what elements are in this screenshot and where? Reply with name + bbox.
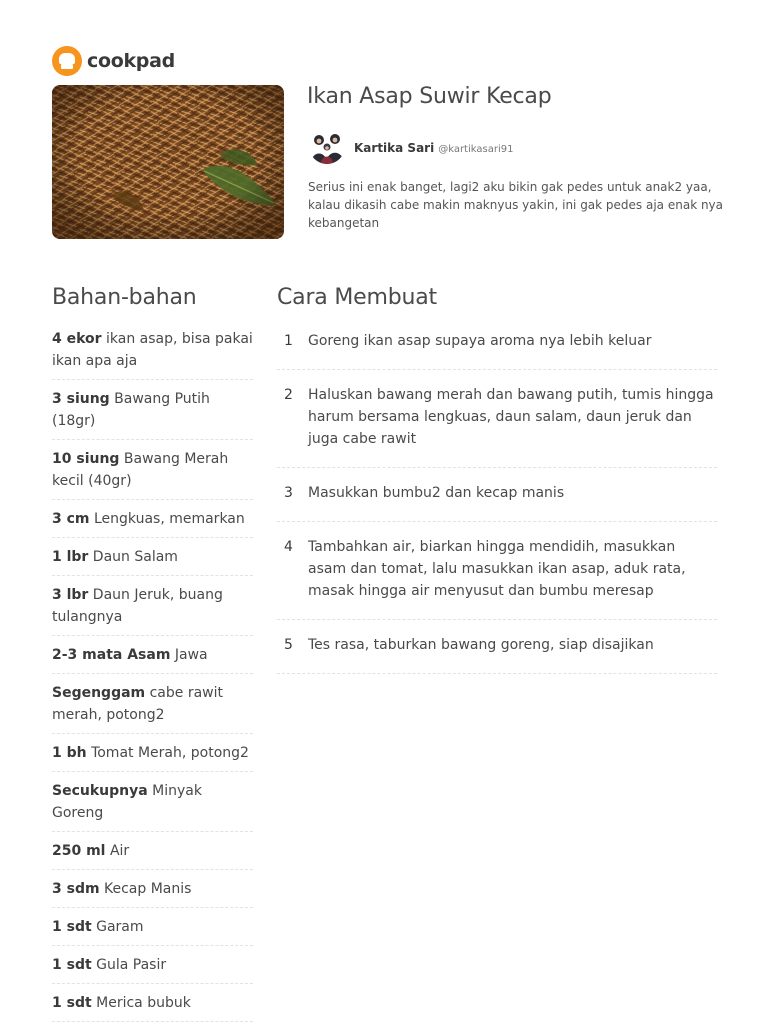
ingredient-text: Gula Pasir (96, 957, 167, 973)
step-item (277, 536, 717, 620)
ingredient-text: Tomat Merah, potong2 (91, 745, 249, 761)
ingredient-quantity: 1 sdt (52, 919, 92, 935)
author-avatar[interactable] (309, 128, 345, 164)
ingredient-quantity: 250 ml (52, 843, 106, 859)
step-text: Haluskan bawang merah dan bawang putih, tumis hingga harum bersama lengkuas, daun salam, daun jeruk dan juga cabe rawit (308, 387, 714, 447)
step-item (277, 330, 717, 370)
ingredient-item (52, 916, 253, 946)
step-number: 4 (284, 539, 293, 555)
ingredient-text: Garam (96, 919, 144, 935)
author-name[interactable]: Kartika Sari (354, 140, 435, 155)
ingredient-quantity: 3 lbr (52, 587, 89, 603)
step-number: 3 (284, 485, 293, 501)
ingredient-item (52, 878, 253, 908)
step-text: Tambahkan air, biarkan hingga mendidih, masukkan asam dan tomat, lalu masukkan ikan asap, aduk rata, masak hingga air menyusut dan bumbu meresap (308, 539, 686, 599)
ingredient-item (52, 328, 253, 380)
ingredient-item (52, 546, 253, 576)
step-number: 2 (284, 387, 293, 403)
step-number: 1 (284, 333, 293, 349)
ingredient-text: Bawang Merah kecil (40gr) (52, 451, 229, 489)
ingredient-quantity: 3 cm (52, 511, 90, 527)
ingredient-text: Jawa (174, 647, 208, 663)
recipe-title: Ikan Asap Suwir Kecap (307, 84, 552, 109)
recipe-photo (52, 85, 284, 239)
ingredient-text: Lengkuas, memarkan (93, 511, 245, 527)
ingredient-text: Bawang Putih (18gr) (52, 391, 210, 429)
ingredient-quantity: 1 sdt (52, 995, 92, 1011)
ingredient-item (52, 954, 253, 984)
author-handle[interactable]: @kartikasari91 (438, 143, 514, 155)
ingredient-item (52, 992, 253, 1022)
ingredient-quantity: Secukupnya (52, 783, 148, 799)
author-info[interactable] (309, 128, 513, 164)
ingredient-quantity: 3 siung (52, 391, 110, 407)
ingredient-text: cabe rawit merah, potong2 (52, 685, 223, 723)
ingredient-text: Kecap Manis (104, 881, 192, 897)
ingredient-item (52, 508, 253, 538)
step-text: Tes rasa, taburkan bawang goreng, siap disajikan (308, 637, 654, 653)
ingredient-item (52, 840, 253, 870)
step-text: Masukkan bumbu2 dan kecap manis (308, 485, 565, 501)
ingredient-quantity: Segenggam (52, 685, 146, 701)
ingredient-item (52, 448, 253, 500)
ingredient-quantity: 4 ekor (52, 331, 102, 347)
step-item (277, 482, 717, 522)
step-text: Goreng ikan asap supaya aroma nya lebih keluar (308, 333, 652, 349)
ingredient-item (52, 388, 253, 440)
ingredient-text: ikan asap, bisa pakai ikan apa aja (52, 331, 253, 369)
ingredient-quantity: 1 lbr (52, 549, 89, 565)
ingredients-list (52, 328, 253, 1024)
ingredient-text: Daun Jeruk, buang tulangnya (52, 587, 223, 625)
ingredient-item (52, 780, 253, 832)
step-item (277, 634, 717, 674)
ingredients-heading: Bahan-bahan (52, 285, 197, 310)
steps-list (277, 330, 717, 688)
ingredient-text: Air (109, 843, 130, 859)
chef-hat-icon (52, 46, 82, 76)
ingredient-quantity: 2-3 mata Asam (52, 647, 171, 663)
ingredient-item (52, 644, 253, 674)
ingredient-item (52, 682, 253, 734)
ingredient-item (52, 742, 253, 772)
ingredient-quantity: 1 sdt (52, 957, 92, 973)
ingredient-quantity: 3 sdm (52, 881, 100, 897)
step-number: 5 (284, 637, 293, 653)
ingredient-text: Merica bubuk (96, 995, 191, 1011)
ingredient-item (52, 584, 253, 636)
ingredient-quantity: 10 siung (52, 451, 120, 467)
ingredient-text: Minyak Goreng (52, 783, 202, 821)
ingredient-quantity: 1 bh (52, 745, 87, 761)
cookpad-logo[interactable] (52, 46, 175, 76)
recipe-description: Serius ini enak banget, lagi2 aku bikin gak pedes untuk anak2 yaa, kalau dikasih cabe makin maknyus yakin, ini gak pedes aja enak nya kebangetan (308, 180, 724, 230)
steps-heading: Cara Membuat (277, 285, 437, 310)
step-item (277, 384, 717, 468)
ingredient-text: Daun Salam (92, 549, 178, 565)
logo-text: cookpad (87, 50, 175, 72)
